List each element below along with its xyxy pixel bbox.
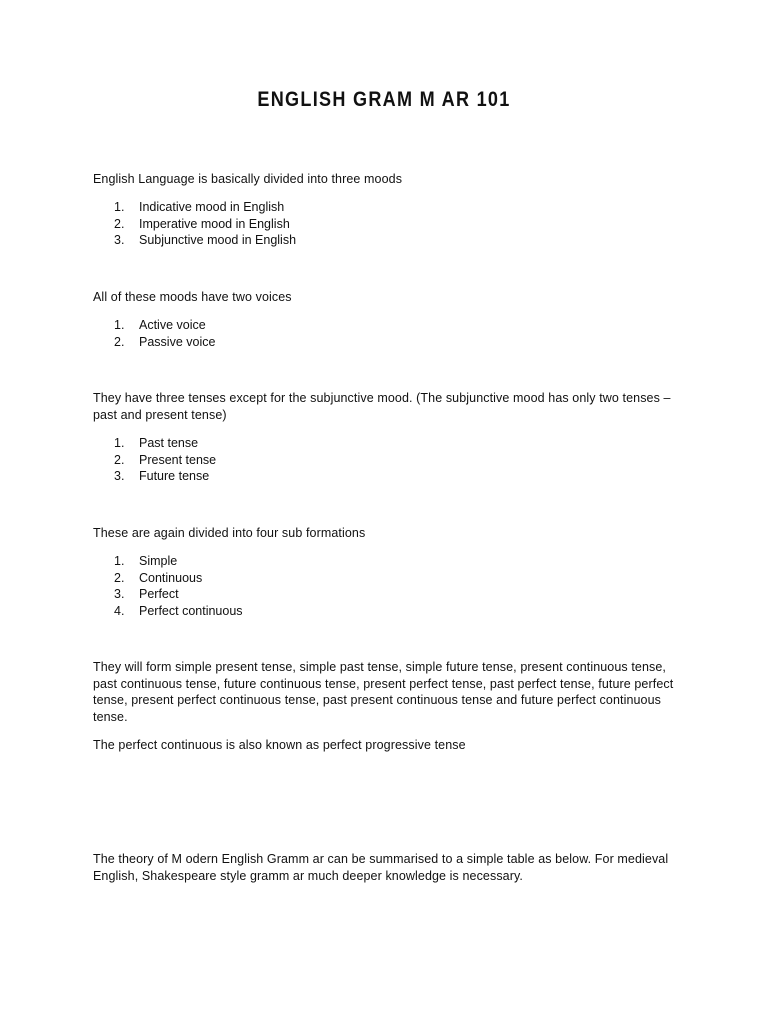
list-item: 3. Future tense (114, 469, 210, 483)
formations-intro: These are again divided into four sub formations (93, 526, 366, 540)
list-item: 3. Subjunctive mood in English (114, 233, 297, 247)
tenses-intro: They have three tenses except for the subjunctive mood. (The subjunctive mood has only two tenses – past and present tense) (93, 391, 671, 422)
list-item: 1. Indicative mood in English (114, 200, 285, 214)
list-item: 1. Simple (114, 554, 178, 568)
list-item: 2. Present tense (114, 452, 217, 467)
formations-list (93, 553, 653, 619)
list-item: 3. Perfect (114, 587, 179, 601)
forms-paragraph: They will form simple present tense, simple past tense, simple future tense, present continuous tense, past continuous tense, future continuous tense, present perfect tense, past perfect tense, future perfect tense, present perfect continuous tense, past present continuous tense and future perfect continuous tense. (93, 660, 674, 724)
list-item: 2. Passive voice (114, 334, 216, 349)
moods-intro: English Language is basically divided into three moods (93, 172, 403, 186)
list-item: 2. Imperative mood in English (114, 216, 290, 231)
list-item: 1. Active voice (114, 318, 206, 332)
list-item: 1. Past tense (114, 436, 199, 450)
voices-intro: All of these moods have two voices (93, 290, 292, 304)
document-title: ENGLISH GRAM M AR 101 (257, 88, 511, 111)
list-item: 4. Perfect continuous (114, 603, 243, 618)
tenses-list (93, 435, 653, 485)
theory-paragraph: The theory of M odern English Gramm ar can be summarised to a simple table as below. For medieval English, Shakespeare style gramm ar much deeper knowledge is necessary. (93, 852, 669, 883)
voices-list (93, 317, 653, 350)
progressive-note: The perfect continuous is also known as perfect progressive tense (93, 738, 466, 752)
moods-list (93, 199, 653, 249)
list-item: 2. Continuous (114, 570, 203, 585)
